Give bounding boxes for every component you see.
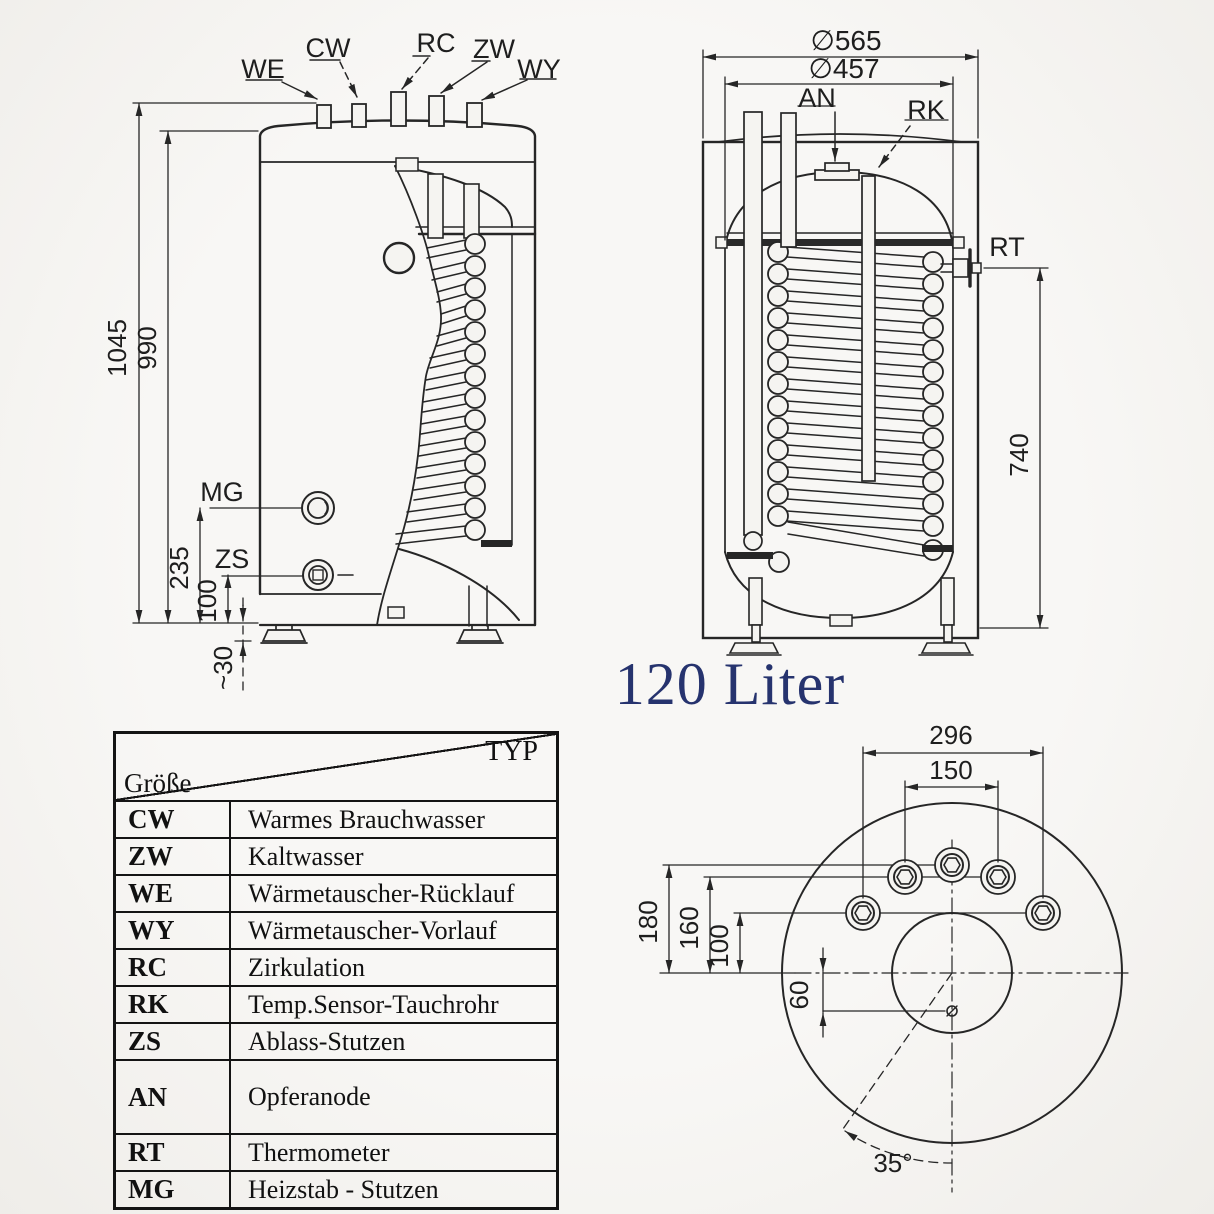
dim-296: 296: [929, 720, 973, 750]
legend-description: Kaltwasser: [248, 841, 364, 871]
label-rt: RT: [989, 232, 1025, 262]
legend-code: RT: [116, 1135, 231, 1170]
legend-description: Warmes Brauchwasser: [248, 804, 485, 834]
legend-row-zs: [116, 1022, 556, 1059]
port-circle: [981, 860, 1015, 894]
dim-180: 180: [633, 900, 663, 944]
legend-row-an: [116, 1059, 556, 1133]
legend-description: Ablass-Stutzen: [248, 1026, 406, 1056]
label-wy: WY: [517, 54, 561, 84]
legend-header: [116, 734, 556, 800]
legend-code: ZW: [116, 839, 231, 874]
dim-body-height: 990: [132, 326, 162, 370]
dim-60: 60: [784, 980, 814, 1010]
label-mg: MG: [200, 477, 244, 507]
front-view: [102, 28, 561, 692]
legend-header-typ: TYP: [485, 736, 538, 767]
dim-inner-diameter: ∅457: [808, 53, 880, 84]
dim-160: 160: [674, 906, 704, 950]
mg-heating-flange-port: [302, 492, 334, 524]
legend-row-cw: [116, 800, 556, 837]
label-we: WE: [241, 54, 285, 84]
legend-code: WY: [116, 913, 231, 948]
rk-sensor-tube: [862, 176, 875, 481]
legend-description: Heizstab - Stutzen: [248, 1174, 439, 1204]
dim-rt-height: 740: [1004, 433, 1034, 477]
legend-description: Opferanode: [248, 1082, 371, 1111]
rt-thermometer-port: [941, 250, 981, 286]
dim-angle-35: 35°: [873, 1148, 913, 1178]
legend-description: Wärmetauscher-Rücklauf: [248, 878, 515, 908]
legend-row-rc: [116, 948, 556, 985]
legend-code: MG: [116, 1172, 231, 1207]
dim-foot-height: ~30: [208, 645, 238, 691]
label-cw: CW: [305, 33, 351, 63]
legend-code: ZS: [116, 1024, 231, 1059]
capacity-title: 120 Liter: [614, 651, 846, 717]
heat-exchanger-coil-front: [396, 234, 485, 544]
dim-100: 100: [704, 924, 734, 968]
label-rc: RC: [416, 28, 456, 58]
legend-code: CW: [116, 802, 231, 837]
legend-table: [113, 731, 559, 1210]
dim-zs-height: 100: [192, 579, 222, 623]
legend-row-rt: [116, 1133, 556, 1170]
heat-exchanger-coil-section: [768, 242, 943, 572]
legend-description: Zirkulation: [248, 952, 365, 982]
label-an: AN: [798, 83, 836, 113]
legend-code: RK: [116, 987, 231, 1022]
legend-row-mg: [116, 1170, 556, 1207]
section-view: [703, 25, 1048, 655]
legend-code: AN: [116, 1061, 231, 1133]
top-view: [633, 720, 1128, 1192]
port-circle: [846, 896, 880, 930]
dim-outer-diameter: ∅565: [810, 25, 882, 56]
legend-description: Wärmetauscher-Vorlauf: [248, 915, 497, 945]
legend-row-rk: [116, 985, 556, 1022]
port-circle: [935, 848, 969, 882]
label-rk: RK: [907, 95, 945, 125]
sensor-boss: [384, 243, 414, 273]
legend-description: Thermometer: [248, 1137, 390, 1167]
legend-code: WE: [116, 876, 231, 911]
label-zw: ZW: [473, 34, 515, 64]
legend-header-groesse: Größe: [124, 768, 192, 798]
legend-description: Temp.Sensor-Tauchrohr: [248, 989, 499, 1019]
legend-code: RC: [116, 950, 231, 985]
zs-drain-port: [303, 560, 353, 590]
port-circle: [1026, 896, 1060, 930]
legend-row-wy: [116, 911, 556, 948]
dim-mg-height: 235: [164, 546, 194, 590]
dim-total-height: 1045: [102, 319, 132, 377]
label-zs: ZS: [214, 544, 250, 574]
an-anode-boss: [815, 163, 859, 180]
legend-row-we: [116, 874, 556, 911]
port-circle: [888, 860, 922, 894]
legend-row-zw: [116, 837, 556, 874]
dim-150: 150: [929, 755, 973, 785]
